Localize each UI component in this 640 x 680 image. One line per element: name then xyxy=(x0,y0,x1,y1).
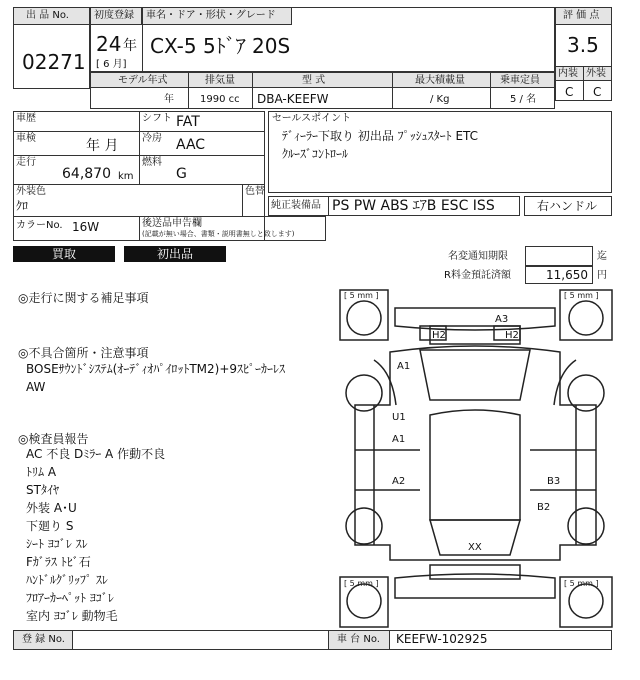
type-label: 型 式 xyxy=(302,75,326,86)
sales-line-2: ｸﾙｰｽﾞｺﾝﾄﾛｰﾙ xyxy=(282,147,349,161)
mileage-label: 走行 xyxy=(16,157,36,168)
fuel-label: 燃料 xyxy=(142,157,162,168)
sales-label: セールスポイント xyxy=(272,113,352,124)
first-reg-year-unit: 年 xyxy=(123,38,137,54)
deadline-label: 名変通知期限 xyxy=(448,251,508,262)
rear-bumper xyxy=(395,574,555,598)
mark-u1: U1 xyxy=(392,412,406,423)
recycle-unit: 円 xyxy=(597,270,607,281)
tire-rl xyxy=(347,584,381,618)
reg-no-label: 登 録 No. xyxy=(22,634,65,645)
fuel-value: G xyxy=(176,166,187,182)
inspector-line-5: 下廻り S xyxy=(26,519,74,533)
lot-no-label: 出 品 No. xyxy=(26,10,69,21)
ext-color-label: 外装色 xyxy=(16,186,46,197)
lot-no: 02271 xyxy=(22,50,86,74)
mileage-value: 64,870 xyxy=(62,166,111,182)
tire-bl xyxy=(346,508,382,544)
deadline-unit: 迄 xyxy=(597,251,607,262)
defects-title: ◎不具合箇所・注意事項 xyxy=(18,346,149,360)
tire-fl-label: [ 5 mm ] xyxy=(344,291,379,300)
inspector-line-6: ｼｰﾄ ﾖｺﾞﾚ ｽﾚ xyxy=(26,537,88,551)
rear-panel xyxy=(430,565,520,579)
defect-line-2: AW xyxy=(26,380,46,394)
chassis-label: 車 台 No. xyxy=(337,634,380,645)
inspector-line-9: ﾌﾛｱｰｶｰﾍﾟｯﾄ ﾖｺﾞﾚ xyxy=(26,591,114,605)
inspection-value: 年 月 xyxy=(86,138,119,154)
inspector-line-2: ﾄﾘﾑ A xyxy=(26,465,57,479)
equipment-label: 純正装備品 xyxy=(271,200,321,211)
driving-notes-title: ◎走行に関する補足事項 xyxy=(18,291,149,305)
shift-label: シフト xyxy=(142,113,172,124)
mark-b2: B2 xyxy=(537,502,551,513)
tire-rl-label: [ 5 mm ] xyxy=(344,579,379,588)
mark-b3: B3 xyxy=(547,476,561,487)
color-no-label: カラーNo. xyxy=(16,220,63,231)
inspector-line-1: AC 不良 Dﾐﾗｰ A 作動不良 xyxy=(26,447,166,461)
displacement-label: 排気量 xyxy=(205,75,235,86)
inspector-line-7: Fｶﾞﾗｽ ﾄﾋﾞ石 xyxy=(26,555,91,569)
exterior-grade: C xyxy=(593,85,602,99)
roof xyxy=(430,410,520,520)
ac-value: AAC xyxy=(176,137,206,153)
inspector-line-3: STﾀｲﾔ xyxy=(26,483,59,497)
mark-a1-front: A1 xyxy=(397,361,411,372)
footer-box xyxy=(13,630,612,650)
tire-br xyxy=(568,508,604,544)
tire-fr xyxy=(569,301,603,335)
inspector-line-10: 室内 ﾖｺﾞﾚ 動物毛 xyxy=(26,609,118,623)
mark-a3: A3 xyxy=(495,314,509,325)
color-no-value: 16W xyxy=(72,220,100,234)
left-fender xyxy=(374,360,396,405)
grade-value: 3.5 xyxy=(567,33,599,57)
right-fender xyxy=(554,360,576,405)
capacity-label: 乗車定員 xyxy=(500,75,540,86)
mark-xx: XX xyxy=(468,542,482,553)
first-reg-label: 初度登録 xyxy=(94,10,134,21)
model-year-label: モデル年式 xyxy=(118,75,168,86)
first-listing-button[interactable]: 初出品 xyxy=(124,246,226,262)
shift-value: FAT xyxy=(176,114,200,130)
mark-a2: A2 xyxy=(392,476,406,487)
max-load: / Kg xyxy=(430,94,450,105)
mark-h2-left: H2 xyxy=(432,330,446,341)
buy-button[interactable]: 買取 xyxy=(13,246,115,262)
max-load-label: 最大積載量 xyxy=(415,75,465,86)
first-reg-month: [ 6 月] xyxy=(96,59,127,70)
tire-rr xyxy=(569,584,603,618)
mark-h2-right: H2 xyxy=(505,330,519,341)
capacity: 5 / 名 xyxy=(510,94,537,105)
ext-color-value: ｸﾛ xyxy=(16,199,29,213)
equipment-value: PS PW ABS ｴｱB ESC ISS xyxy=(332,198,495,214)
grade-label: 評 価 点 xyxy=(563,10,600,21)
car-name: CX-5 5ﾄﾞｱ 20S xyxy=(150,34,291,58)
inspection-label: 車検 xyxy=(16,133,36,144)
tire-rr-label: [ 5 mm ] xyxy=(564,579,599,588)
displacement: 1990 cc xyxy=(200,94,240,105)
inspector-line-8: ﾊﾝﾄﾞﾙｸﾞﾘｯﾌﾟ ｽﾚ xyxy=(26,573,108,587)
tire-fl xyxy=(347,301,381,335)
model-year-unit: 年 xyxy=(164,94,174,105)
docs-note: (記載が無い場合、書類・説明書無しと致します) xyxy=(142,230,295,238)
inspector-line-4: 外装 A･U xyxy=(26,501,77,515)
recycle-label: R料金預託済額 xyxy=(444,270,511,281)
history-label: 車歴 xyxy=(16,113,36,124)
tire-fr-label: [ 5 mm ] xyxy=(564,291,599,300)
mileage-unit: km xyxy=(118,171,134,182)
defect-line-1: BOSEｻｳﾝﾄﾞｼｽﾃﾑ(ｵｰﾃﾞｨｵﾊﾟｲﾛｯﾄTM2)+9ｽﾋﾟｰｶｰﾚｽ xyxy=(26,362,286,376)
interior-grade: C xyxy=(565,85,574,99)
interior-label: 内装 xyxy=(558,68,578,79)
docs-label: 後送品申告欄 xyxy=(142,218,202,229)
windshield xyxy=(420,350,530,400)
model-type: DBA-KEEFW xyxy=(257,92,329,106)
ac-label: 冷房 xyxy=(142,133,162,144)
chassis-value: KEEFW-102925 xyxy=(396,632,488,646)
body-outline xyxy=(355,346,596,560)
mark-a1-door: A1 xyxy=(392,434,406,445)
exterior-label: 外装 xyxy=(586,68,606,79)
first-reg-year: 24 xyxy=(96,32,122,56)
repaint-label: 色替 xyxy=(245,186,265,197)
car-name-label: 車名・ドア・形状・グレード xyxy=(146,10,276,21)
handle-value: 右ハンドル xyxy=(537,199,598,213)
inspector-title: ◎検査員報告 xyxy=(18,432,89,446)
sales-line-1: ﾃﾞｨｰﾗｰ下取り 初出品 ﾌﾟｯｼｭｽﾀｰﾄ ETC xyxy=(282,129,479,143)
recycle-value: 11,650 xyxy=(546,268,588,282)
